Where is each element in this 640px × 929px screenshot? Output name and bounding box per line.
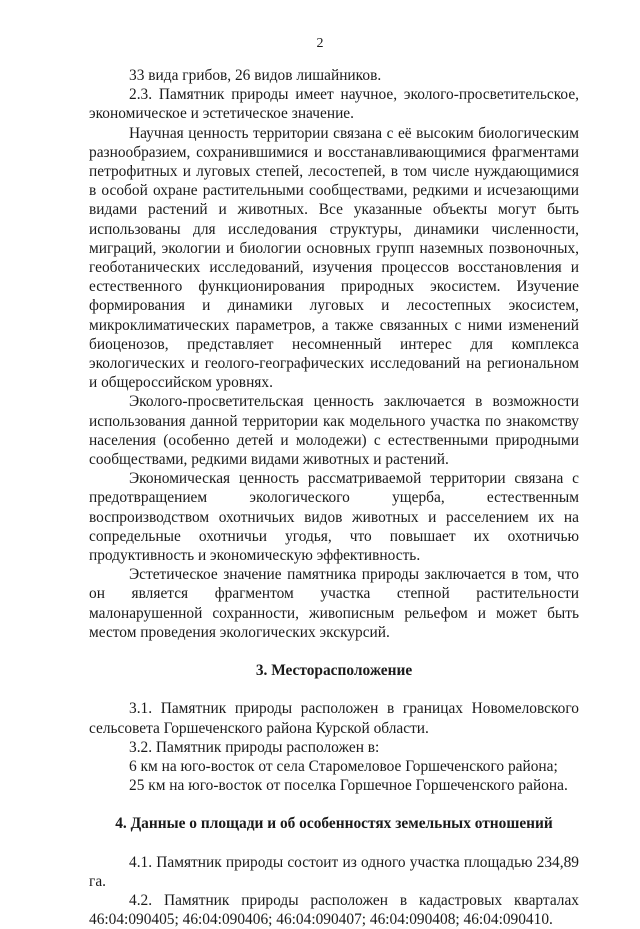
paragraph-3-1: 3.1. Памятник природы расположен в границах Новомеловского сельсовета Горшеченского района Курской области. bbox=[89, 700, 579, 737]
section-4-heading: 4. Данные о площади и об особенностях земельных отношений bbox=[115, 815, 553, 833]
section-3-heading: 3. Месторасположение bbox=[255, 662, 413, 680]
paragraph-scientific-value: Научная ценность территории связана с её высоким биологическим разнообразием, сохранившимися и восстанавливающимися фрагментами петрофитных и луговых степей, лесостепей, в том числе нуждающимися в особой охране растительными сообществами, редкими и исчезающими видами растений и животных. Все указанные объекты могут быть использованы для исследования структуры, динамики численности, миграций, экологии и биологии основных групп наземных позвоночных, геоботанических исследований, изучения процессов восстановления и естественного функционирования природных экосистем. Изучение формирования и динамики луговых и лесостепных экосистем, микроклиматических параметров, а также связанных с ними изменений биоценозов, представляет несомненный интерес для комплекса экологических и геолого-географических исследований на региональном и общероссийском уровнях. bbox=[89, 124, 579, 392]
paragraph-3-2: 3.2. Памятник природы расположен в: bbox=[129, 738, 380, 756]
page-number: 2 bbox=[316, 36, 324, 51]
paragraph-aesthetic-value: Эстетическое значение памятника природы заключается в том, что он является фрагментом участка степной растительности малонарушенной сохранности, живописным рельефом и может быть местом проведения экологических экскурсий. bbox=[89, 566, 579, 641]
paragraph-economic-value: Экономическая ценность рассматриваемой территории связана с предотвращением экологического ущерба, естественным воспроизводством охотничьих видов животных и расселением их на сопредельные охотничьи угодья, что повышает их охотничью продуктивность и экономическую эффективность. bbox=[89, 470, 579, 565]
paragraph-educational-value: Эколого-просветительская ценность заключается в возможности использования данной территории как модельного участка по знакомству населения (особенно детей и молодежи) с естественными природными сообществами, редкими видами животных и растений. bbox=[89, 393, 579, 469]
paragraph-fungi: 33 вида грибов, 26 видов лишайников. bbox=[129, 67, 382, 84]
location-item-1: 6 км на юго-восток от села Старомеловое Горшеченского района; bbox=[129, 757, 558, 775]
paragraph-4-2: 4.2. Памятник природы расположен в кадастровых кварталах 46:04:090405; 46:04:090406; 46:04:090407; 46:04:090408; 46:04:090410. bbox=[89, 891, 579, 929]
location-item-2: 25 км на юго-восток от поселка Горшечное Горшеченского района. bbox=[129, 777, 568, 795]
paragraph-4-1: 4.1. Памятник природы состоит из одного участка площадью 234,89 га. bbox=[89, 853, 579, 890]
document-body bbox=[89, 66, 579, 929]
paragraph-2-3: 2.3. Памятник природы имеет научное, эколого-просветительское, экономическое и эстетическое значение. bbox=[89, 86, 579, 123]
